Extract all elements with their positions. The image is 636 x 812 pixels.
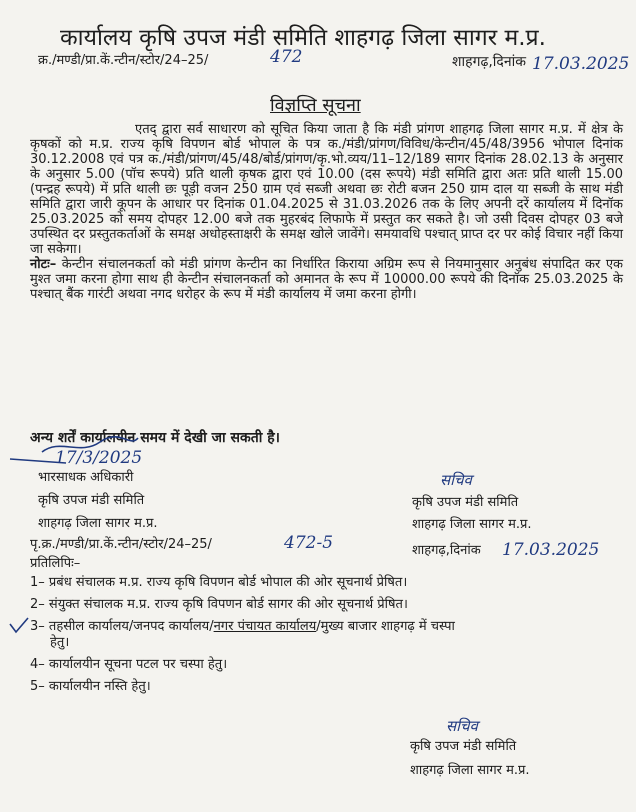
copy-reference-label: पृ.क्र./मण्डी/प्रा.कें.न्टीन/स्टोर/24–25/ <box>30 537 212 552</box>
tick-mark-icon <box>8 616 30 634</box>
notice-paragraph: एतद् द्वारा सर्व साधारण को सूचित किया जाता है कि मंडी प्रांगण शाहगढ़ जिला सागर म.प्र. में क्षेत्र के कृषकों को म.प्र. राज्य कृषि विपणन बोर्ड भोपाल के पत्र क./मंडी/प्रांगण/विविध/केन्टीन/45/48/3956 भोपाल दिनांक 30.12.2008 एवं पत्र क./मंडी/प्रांगण/45/48/बोर्ड/प्रांगण/कृ.भो.व्यय/11–12/189 सागर दिनांक 28.02.13 के अनुसार के अनुसार 5.00 (पॉच रूपये) प्रति थाली कृषक द्वारा एवं 10.00 (दस रूपये) मंडी समिति द्वारा अतः प्रति थाली 15.00 (पन्द्रह रूपये) में प्रति थाली छः पूड़ी वजन 250 ग्राम एवं सब्जी अथवा छः रोटी बजन 250 ग्राम दाल या सब्जी के साथ मंडी समिति द्वारा जारी कूपन के आधार पर दिनांक 01.04.2025 से 31.03.2026 तक के लिए अपनी दरें कार्यालय में दिनॉक 25.03.2025 को समय दोपहर 12.00 बजे तक मुहरबंद लिफाफे में प्रस्तुत कर सकते है। जो उसी दिवस दोपहर 03 बजे उपस्थित दर प्रस्तुतकर्ताओं के समक्ष अधोहस्ताक्षरी के समक्ष खोले जावेंगे। समयावधि पश्चात् प्राप्त दर पर कोई विचार नहीं किया जा सकेगा। <box>30 122 623 257</box>
copy-item-3-post: /मुख्य बाजार शाहगढ़ में चस्पा <box>316 619 455 634</box>
copy-to-label: प्रतिलिपिः– <box>30 556 81 571</box>
right-signature: सचिव <box>440 471 472 489</box>
date-handwritten: 17.03.2025 <box>532 54 630 74</box>
left-place: शाहगढ़ जिला सागर म.प्र. <box>38 516 158 531</box>
copy-item-3-highlight: नगर पंचायत कार्यालय <box>213 619 317 634</box>
copy-item-3-cont: हेतु। <box>50 635 70 650</box>
right-signatory-block <box>412 492 632 536</box>
copy-item-5: 5– कार्यालयीन नस्ति हेतु। <box>30 679 151 694</box>
copy-date-handwritten: 17.03.2025 <box>502 540 600 560</box>
note-paragraph <box>30 257 623 302</box>
bottom-signatory-block <box>410 735 630 783</box>
notice-title: विज्ञप्ति सूचना <box>270 95 361 116</box>
reference-number-label: क्र./मण्डी/प्रा.कें.न्टीन/स्टोर/24–25/ <box>38 53 209 68</box>
office-header-title: कार्यालय कृषि उपज मंडी समिति शाहगढ़ जिला सागर म.प्र. <box>60 25 546 51</box>
other-conditions-line: अन्य शर्तें कार्यालयीन समय में देखी जा सकती है। <box>30 430 280 446</box>
copy-item-2: 2– संयुक्त संचालक म.प्र. राज्य कृषि विपणन बोर्ड सागर की ओर सूचनार्थ प्रेषित। <box>30 597 408 612</box>
copy-date-label: शाहगढ़,दिनांक <box>412 543 481 558</box>
bottom-org: कृषि उपज मंडी समिति <box>410 739 517 754</box>
date-label: शाहगढ़,दिनांक <box>452 54 527 70</box>
bottom-place: शाहगढ़ जिला सागर म.प्र. <box>410 763 530 778</box>
left-signature-date: 17/3/2025 <box>55 448 143 468</box>
notice-body <box>30 122 623 302</box>
reference-number-handwritten: 472 <box>270 47 303 67</box>
right-place: शाहगढ़ जिला सागर म.प्र. <box>412 517 532 532</box>
note-label: नोटः– <box>30 257 57 272</box>
copy-item-4: 4– कार्यालयीन सूचना पटल पर चस्पा हेतु। <box>30 657 228 672</box>
copy-item-1: 1– प्रबंध संचालक म.प्र. राज्य कृषि विपणन बोर्ड भोपाल की ओर सूचनार्थ प्रेषित। <box>30 575 408 590</box>
copy-reference-handwritten: 472-5 <box>284 533 334 553</box>
left-signatory-block <box>38 466 298 535</box>
left-org: कृषि उपज मंडी समिति <box>38 493 145 508</box>
right-org: कृषि उपज मंडी समिति <box>412 495 519 510</box>
copy-item-3-pre: 3– तहसील कार्यालय/जनपद कार्यालय/ <box>30 619 214 634</box>
bottom-signature: सचिव <box>446 717 478 735</box>
note-text: केन्टीन संचालनकर्ता को मंडी प्रांगण केन्टीन का निर्धारित किराया अग्रिम रूप से नियमानुसार अनुबंध संपादित कर एक मुश्त जमा करना होगा साथ ही केन्टीन संचालनकर्ता को अमानत के रूप में 10000.00 रूपये की दिनॉक 25.03.2025 के पश्चात् बैंक गारंटी अथवा नगद धरोहर के रूप में मंडी कार्यालय में जमा करना होगी। <box>30 257 623 302</box>
left-designation: भारसाधक अधिकारी <box>38 470 134 485</box>
copy-list <box>30 572 630 698</box>
